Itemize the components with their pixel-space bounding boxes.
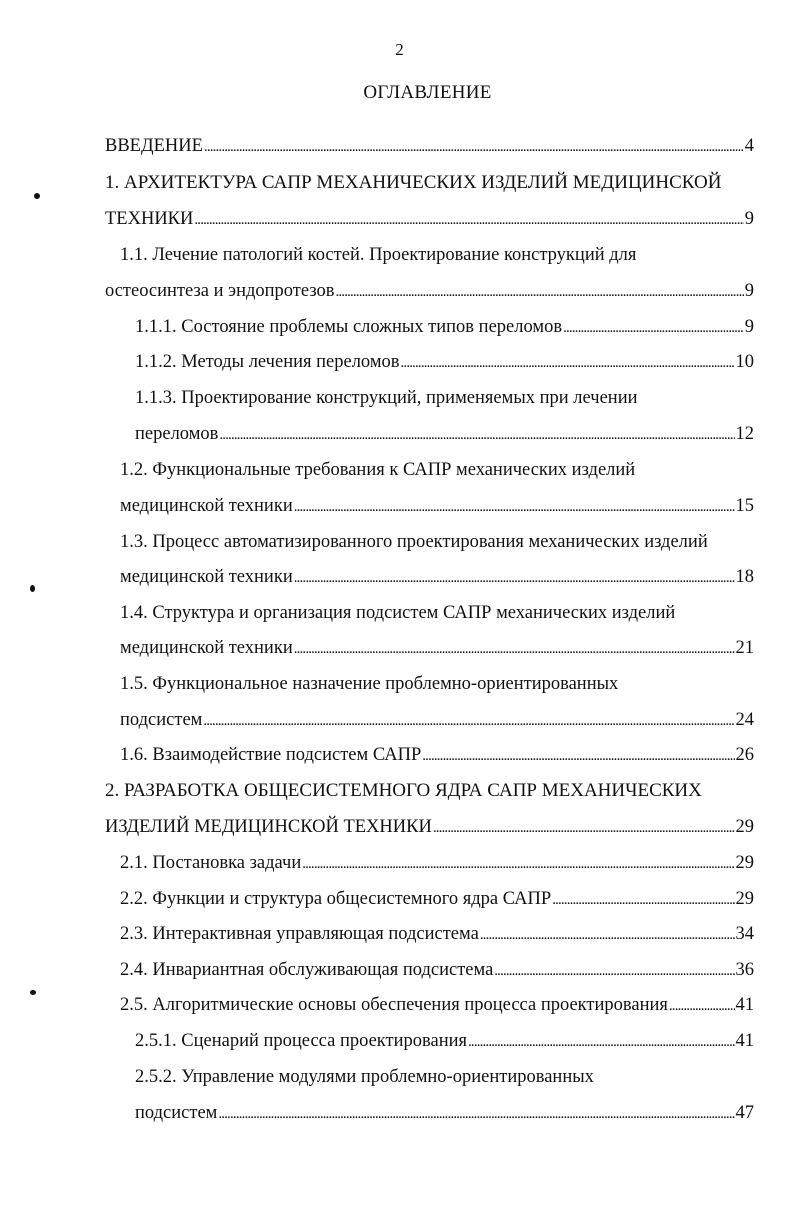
toc-entry-text: медицинской техники xyxy=(120,496,293,516)
toc-entry-text: ИЗДЕЛИЙ МЕДИЦИНСКОЙ ТЕХНИКИ xyxy=(105,817,432,837)
dot-leader xyxy=(294,494,735,519)
dot-leader xyxy=(204,134,744,159)
toc-title: ОГЛАВЛЕНИЕ xyxy=(363,82,492,103)
dot-leader xyxy=(468,1029,734,1054)
toc-entry-page: 18 xyxy=(735,567,754,587)
toc-entry-1-6[interactable] xyxy=(120,743,754,767)
dot-leader xyxy=(552,887,734,912)
dot-leader xyxy=(422,743,734,768)
toc-entry-text: подсистем xyxy=(120,710,203,730)
toc-entry-chapter-1[interactable] xyxy=(105,207,754,231)
dot-leader xyxy=(563,315,744,340)
toc-entry-text: 2.5.1. Сценарий процесса проектирования xyxy=(135,1031,468,1051)
toc-entry-page: 26 xyxy=(735,745,754,765)
toc-entry-page: 34 xyxy=(735,924,754,944)
toc-entry-1-5-line1: 1.5. Функциональное назначение проблемно-ориентированных xyxy=(120,674,619,694)
dot-leader xyxy=(433,815,735,840)
toc-entry-page: 10 xyxy=(735,352,754,372)
toc-entry-page: 12 xyxy=(735,424,754,444)
toc-entry-1-1-3-line1: 1.1.3. Проектирование конструкций, применяемых при лечении xyxy=(135,388,638,408)
dot-leader xyxy=(669,993,735,1018)
toc-entry-text: переломов xyxy=(135,424,219,444)
toc-entry-1-2[interactable] xyxy=(120,494,754,518)
toc-entry-text: 1.6. Взаимодействие подсистем САПР xyxy=(120,745,422,765)
toc-entry-page: 29 xyxy=(735,817,754,837)
toc-entry-text: 2.2. Функции и структура общесистемного ядра САПР xyxy=(120,889,552,909)
toc-entry-page: 41 xyxy=(735,995,754,1015)
toc-entry-2-4[interactable] xyxy=(120,958,754,982)
dot-leader xyxy=(294,565,735,590)
toc-entry-1-1-1[interactable] xyxy=(135,315,754,339)
toc-entry-text: 2.5. Алгоритмические основы обеспечения процесса проектирования xyxy=(120,995,668,1015)
toc-entry-2-5-1[interactable] xyxy=(135,1029,754,1053)
toc-entry-page: 9 xyxy=(744,209,754,229)
toc-entry-text: 1.1.2. Методы лечения переломов xyxy=(135,352,400,372)
toc-entry-page: 24 xyxy=(735,710,754,730)
dot-leader xyxy=(336,279,744,304)
toc-entry-text: 2.1. Постановка задачи xyxy=(120,853,302,873)
toc-entry-1-4[interactable] xyxy=(120,636,754,660)
toc-entry-1-3[interactable] xyxy=(120,565,754,589)
toc-entry-text: 2.3. Интерактивная управляющая подсистема xyxy=(120,924,479,944)
toc-entry-2-1[interactable] xyxy=(120,851,754,875)
toc-entry-1-1-line1: 1.1. Лечение патологий костей. Проектирование конструкций для xyxy=(120,245,637,265)
toc-entry-text: ТЕХНИКИ xyxy=(105,209,194,229)
toc-entry-text: медицинской техники xyxy=(120,638,293,658)
toc-entry-introduction[interactable] xyxy=(105,134,754,158)
toc-entry-text: 2.4. Инвариантная обслуживающая подсистема xyxy=(120,960,494,980)
toc-entry-1-1-2[interactable] xyxy=(135,350,754,374)
toc-entry-2-5[interactable] xyxy=(120,993,754,1017)
scan-speck xyxy=(30,990,36,995)
toc-entry-1-5[interactable] xyxy=(120,708,754,732)
dot-leader xyxy=(494,958,734,983)
toc-entry-text: остеосинтеза и эндопротезов xyxy=(105,281,335,301)
toc-entry-page: 36 xyxy=(735,960,754,980)
toc-entry-text: ВВЕДЕНИЕ xyxy=(105,136,203,156)
toc-entry-1-1[interactable] xyxy=(105,279,754,303)
dot-leader xyxy=(218,1101,734,1126)
dot-leader xyxy=(203,708,734,733)
dot-leader xyxy=(401,350,735,375)
toc-entry-text: подсистем xyxy=(135,1103,218,1123)
toc-entry-page: 41 xyxy=(735,1031,754,1051)
toc-entry-1-2-line1: 1.2. Функциональные требования к САПР механических изделий xyxy=(120,460,636,480)
toc-entry-1-4-line1: 1.4. Структура и организация подсистем САПР механических изделий xyxy=(120,603,676,623)
toc-entry-2-3[interactable] xyxy=(120,922,754,946)
dot-leader xyxy=(294,636,735,661)
scan-speck xyxy=(34,193,40,199)
toc-entry-page: 29 xyxy=(735,853,754,873)
toc-entry-page: 4 xyxy=(744,136,754,156)
dot-leader xyxy=(219,422,734,447)
toc-entry-page: 15 xyxy=(735,496,754,516)
toc-entry-page: 29 xyxy=(735,889,754,909)
toc-entry-page: 9 xyxy=(744,281,754,301)
page-number: 2 xyxy=(395,40,404,59)
toc-entry-chapter-2-line1: 2. РАЗРАБОТКА ОБЩЕСИСТЕМНОГО ЯДРА САПР МЕХАНИЧЕСКИХ xyxy=(105,780,702,801)
toc-entry-1-3-line1: 1.3. Процесс автоматизированного проектирования механических изделий xyxy=(120,532,708,552)
toc-entry-chapter-1-line1: 1. АРХИТЕКТУРА САПР МЕХАНИЧЕСКИХ ИЗДЕЛИЙ МЕДИЦИНСКОЙ xyxy=(105,172,722,193)
toc-entry-page: 47 xyxy=(735,1103,754,1123)
toc-entry-2-5-2-line1: 2.5.2. Управление модулями проблемно-ориентированных xyxy=(135,1067,594,1087)
toc-entry-page: 9 xyxy=(744,317,754,337)
toc-entry-1-1-3[interactable] xyxy=(135,422,754,446)
toc-entry-chapter-2[interactable] xyxy=(105,815,754,839)
toc-entry-text: 1.1.1. Состояние проблемы сложных типов переломов xyxy=(135,317,563,337)
toc-entry-2-5-2[interactable] xyxy=(135,1101,754,1125)
toc-entry-text: медицинской техники xyxy=(120,567,293,587)
toc-entry-page: 21 xyxy=(735,638,754,658)
scan-speck xyxy=(30,585,35,592)
dot-leader xyxy=(194,207,743,232)
dot-leader xyxy=(302,851,734,876)
toc-entry-2-2[interactable] xyxy=(120,887,754,911)
dot-leader xyxy=(480,922,735,947)
